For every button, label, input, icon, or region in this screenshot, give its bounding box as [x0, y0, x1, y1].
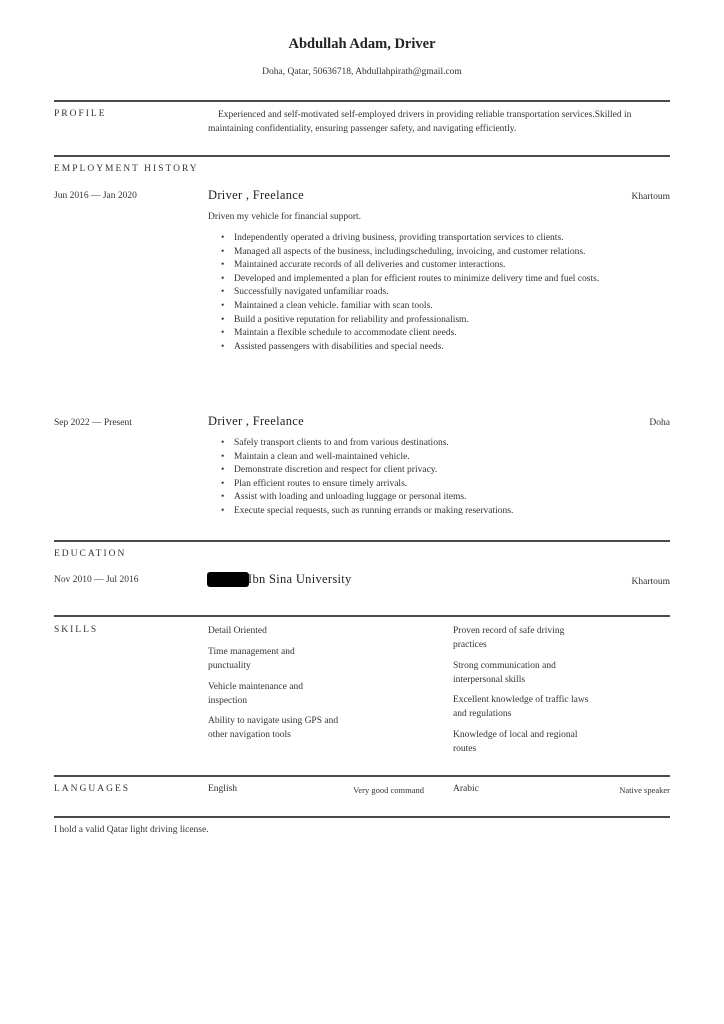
bullet-icon: • [221, 233, 225, 243]
divider [54, 155, 670, 157]
list-item: • Developed and implemented a plan for efficient routes to minimize delivery time and fuel costs. [208, 273, 668, 287]
list-item: • Maintain a clean and well-maintained vehicle. [208, 451, 668, 465]
job-title: Driver , Freelance [208, 188, 304, 202]
contact-line: Doha, Qatar, 50636718, Abdullahpirath@gmail.com [262, 67, 462, 77]
school-name: Ibn Sina University [248, 572, 352, 586]
list-item: • Maintained accurate records of all deliveries and customer interactions. [208, 259, 668, 273]
divider [54, 775, 670, 777]
education-heading: EDUCATION [54, 549, 127, 559]
list-item: • Maintain a flexible schedule to accommodate client needs. [208, 327, 668, 341]
divider [54, 816, 670, 818]
job-bullet-list [208, 232, 668, 354]
bullet-icon: • [221, 341, 225, 352]
redaction-block [207, 572, 249, 587]
divider [54, 615, 670, 617]
license-note: I hold a valid Qatar light driving license. [54, 825, 209, 835]
job-dates: Jun 2016 — Jan 2020 [54, 191, 137, 201]
skill-item: Excellent knowledge of traffic laws and regulations [453, 695, 589, 719]
skill-item: Detail Oriented [208, 626, 267, 636]
list-item: • Managed all aspects of the business, includingscheduling, invoicing, and customer relations. [208, 246, 668, 260]
list-item: • Successfully navigated unfamiliar roads. [208, 286, 668, 300]
job-title: Driver , Freelance [208, 414, 304, 428]
education-dates: Nov 2010 — Jul 2016 [54, 575, 139, 585]
list-item: • Maintained a clean vehicle. familiar with scan tools. [208, 300, 668, 314]
bullet-icon: • [221, 273, 225, 284]
bullet-icon: • [221, 246, 225, 257]
job-location: Khartoum [631, 192, 670, 202]
list-item: • Build a positive reputation for reliability and professionalism. [208, 314, 668, 328]
list-item: • Safely transport clients to and from various destinations. [208, 437, 668, 451]
bullet-icon: • [221, 300, 225, 311]
bullet-icon: • [221, 492, 225, 503]
job-summary: Driven my vehicle for financial support. [208, 212, 362, 222]
bullet-icon: • [221, 438, 225, 448]
bullet-icon: • [221, 505, 225, 516]
skill-item: Proven record of safe driving practices [453, 626, 565, 650]
list-item: • Assisted passengers with disabilities and special needs. [208, 341, 668, 355]
languages-heading: LANGUAGES [54, 784, 131, 794]
employment-heading: EMPLOYMENT HISTORY [54, 164, 199, 174]
bullet-icon: • [221, 260, 225, 271]
job-bullet-list [208, 437, 668, 519]
divider [54, 100, 670, 102]
bullet-icon: • [221, 465, 225, 476]
language-level: Very good command [353, 785, 424, 795]
job-location: Doha [649, 418, 670, 428]
skill-item: Knowledge of local and regional routes [453, 730, 578, 754]
list-item: • Plan efficient routes to ensure timely arrivals. [208, 478, 668, 492]
list-item: • Execute special requests, such as running errands or making reservations. [208, 505, 668, 519]
language-name: English [208, 784, 238, 794]
skill-item: Vehicle maintenance and inspection [208, 682, 303, 706]
bullet-icon: • [221, 478, 225, 489]
list-item: • Independently operated a driving business, providing transportation services to clients. [208, 232, 668, 246]
bullet-icon: • [221, 328, 225, 339]
list-item: • Demonstrate discretion and respect for client privacy. [208, 464, 668, 478]
language-name: Arabic [453, 784, 479, 794]
skill-item: Strong communication and interpersonal skills [453, 661, 556, 685]
education-location: Khartoum [631, 577, 670, 587]
skills-heading: SKILLS [54, 625, 99, 635]
list-item: • Assist with loading and unloading luggage or personal items. [208, 491, 668, 505]
divider [54, 540, 670, 542]
profile-text: Experienced and self-motivated self-employed drivers in providing reliable transportation services.Skilled in maintaining confidentiality, ensuring passenger safety, and navigating efficiently. [208, 110, 632, 134]
resume-name: Abdullah Adam, Driver [288, 36, 436, 52]
skill-item: Ability to navigate using GPS and other navigation tools [208, 716, 339, 740]
skill-item: Time management and punctuality [208, 647, 295, 671]
language-level: Native speaker [619, 785, 670, 795]
profile-heading: PROFILE [54, 109, 107, 119]
bullet-icon: • [221, 287, 225, 298]
job-dates: Sep 2022 — Present [54, 418, 132, 428]
bullet-icon: • [221, 451, 225, 462]
bullet-icon: • [221, 314, 225, 325]
